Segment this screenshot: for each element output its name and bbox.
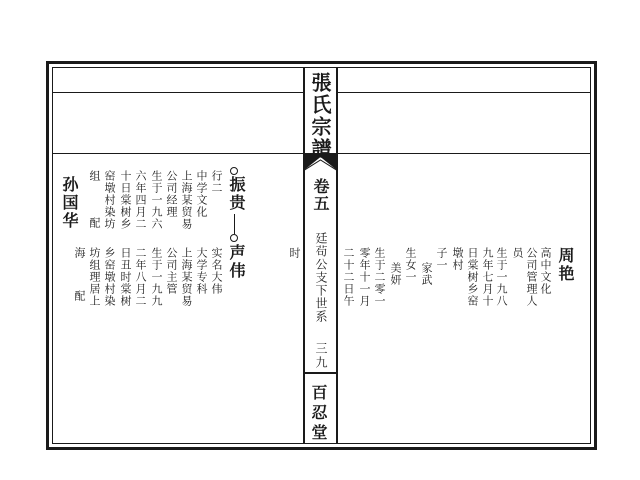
right-col-2: 公司管理人	[525, 247, 538, 307]
right-col-5: 九年七月十	[481, 247, 494, 307]
p1-col-7: 十日棠树乡	[119, 170, 132, 230]
right-col-13: 零年十一月	[358, 247, 371, 307]
person-name-sheng-wei: 声伟	[227, 244, 246, 280]
p2-col-6: 二年八月二	[134, 247, 147, 307]
book-title: 張氏宗譜	[308, 72, 332, 160]
right-col-7: 墩村	[451, 247, 464, 271]
right-col-11: 美妍	[389, 262, 402, 286]
spine-rule-bottom	[303, 372, 338, 374]
right-col-12: 生于二零一	[373, 247, 386, 307]
p1-col-9: 组	[88, 170, 101, 182]
spouse-name-sun-guo-hua: 孙国华	[60, 176, 79, 230]
p2-col-4: 公司主管	[165, 247, 178, 295]
p1-col-3: 上海某贸易	[180, 170, 193, 230]
p2-col-1: 实名大伟	[210, 247, 223, 295]
right-col-3: 员	[511, 247, 524, 259]
right-col-9: 家武	[420, 262, 433, 286]
generation-rule-left	[52, 153, 303, 154]
right-col-8: 子一	[435, 247, 448, 271]
p2-col-10-spouse-marker: 配	[73, 290, 86, 302]
p2-col-9: 坊组理居上	[88, 247, 101, 307]
p1-col-6: 六年四月二	[134, 170, 147, 230]
generation-rule-right	[338, 153, 591, 154]
page-number: 三九	[314, 342, 328, 370]
p1-col-1: 行二	[210, 170, 223, 194]
header-rule-right	[338, 92, 591, 93]
p1-col-4: 公司经理	[165, 170, 178, 218]
p2-col-7: 日丑时棠树	[119, 247, 132, 307]
p1-col-5: 生于一九六	[150, 170, 163, 230]
lineage-node-marker-2	[230, 234, 238, 242]
person-name-zhen-gui: 振贵	[227, 176, 246, 212]
p2-col-3: 上海某贸易	[180, 247, 193, 307]
right-col-10: 生女一	[404, 247, 417, 283]
person-name-zhou-yan: 周艳	[556, 247, 575, 283]
lineage-connector	[234, 214, 235, 234]
section-label: 廷茍公支下世系	[314, 232, 328, 323]
p2-col-5: 生于一九九	[150, 247, 163, 307]
hall-name-seal: 百忍堂	[309, 384, 328, 444]
p2-col-10: 海	[73, 247, 86, 259]
right-col-4: 生于一九八	[495, 247, 508, 307]
p1-col-2: 中学文化	[195, 170, 208, 218]
right-col-15: 时	[288, 247, 301, 259]
p1-col-9-spouse-marker: 配	[88, 217, 101, 229]
p1-col-8: 窑墩村染坊	[103, 170, 116, 230]
right-col-14: 二十二日午	[342, 247, 355, 307]
volume-label: 卷五	[311, 178, 330, 212]
right-col-6: 日棠树乡窑	[466, 247, 479, 307]
p2-col-2: 大学专科	[195, 247, 208, 295]
lineage-node-marker	[230, 167, 238, 175]
header-rule-left	[52, 92, 303, 93]
right-col-1: 高中文化	[539, 247, 552, 295]
p2-col-8: 乡窑墩村染	[103, 247, 116, 307]
